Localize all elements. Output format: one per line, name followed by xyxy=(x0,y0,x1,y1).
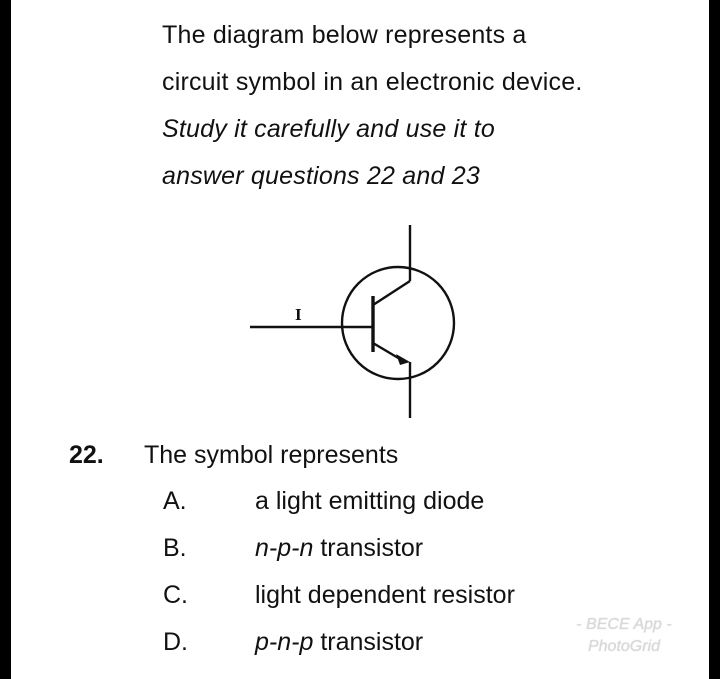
option-a-text: a light emitting diode xyxy=(255,487,485,515)
option-a-letter: A. xyxy=(163,487,187,515)
collector-diagonal xyxy=(373,281,410,305)
option-c-text: light dependent resistor xyxy=(255,581,515,609)
question-text: The symbol represents xyxy=(144,441,399,469)
emitter-arrow-icon xyxy=(396,354,410,365)
option-b-suffix: transistor xyxy=(313,534,424,562)
intro-line-1: The diagram below represents a xyxy=(162,21,527,49)
diagram-label: I xyxy=(295,305,302,324)
intro-line-4: answer questions 22 and 23 xyxy=(162,162,480,190)
option-b-letter: B. xyxy=(163,534,187,562)
option-b-prefix: n-p-n xyxy=(255,534,314,562)
intro-line-2: circuit symbol in an electronic device. xyxy=(162,68,583,96)
question-number: 22. xyxy=(69,441,104,469)
watermark-line-2: PhotoGrid xyxy=(587,638,661,655)
watermark xyxy=(559,614,689,658)
option-d-text xyxy=(255,628,423,657)
option-b-text xyxy=(255,534,423,563)
option-c-letter: C. xyxy=(163,581,188,609)
option-d-letter: D. xyxy=(163,628,188,656)
transistor-envelope-circle xyxy=(342,267,454,379)
transistor-symbol-diagram xyxy=(11,0,709,430)
option-d-suffix: transistor xyxy=(313,628,424,656)
watermark-line-1: - BECE App - xyxy=(576,616,672,633)
document-page xyxy=(11,0,709,679)
option-d-prefix: p-n-p xyxy=(255,628,314,656)
intro-line-3: Study it carefully and use it to xyxy=(162,115,495,143)
